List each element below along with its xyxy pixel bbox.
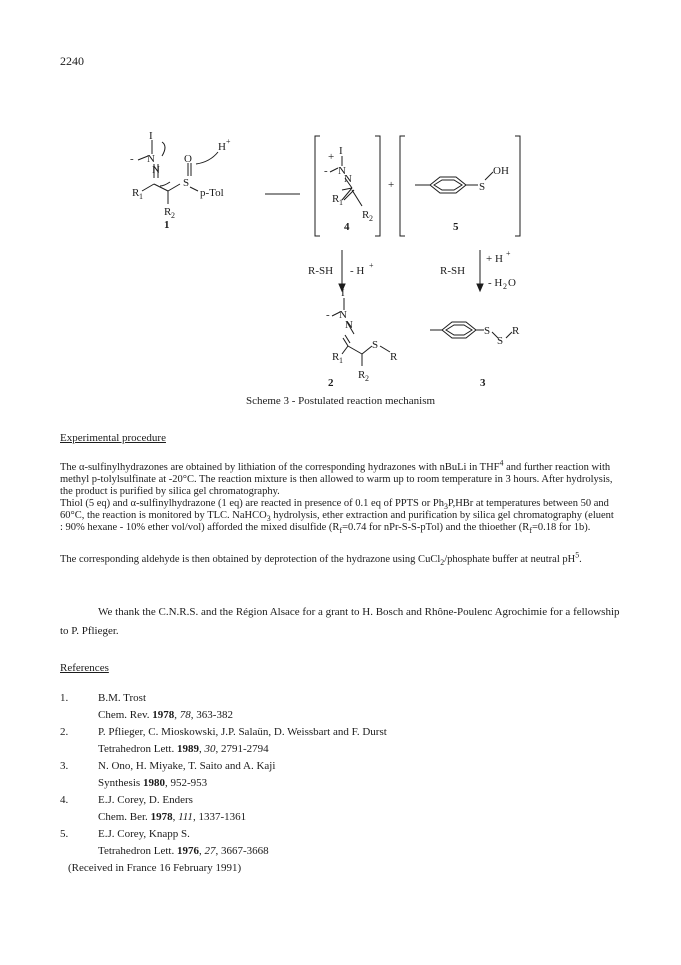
plus-sup: + xyxy=(226,137,231,146)
oxygen-label: O xyxy=(508,277,516,289)
reference-item: 3. N. Ono, H. Miyake, T. Saito and A. Kaji Synthesis 1980, 952-953 xyxy=(60,760,276,789)
compound-label: 3 xyxy=(480,377,486,389)
compound-label: 2 xyxy=(328,377,334,389)
methyl-label: I xyxy=(339,145,343,157)
r-label: R xyxy=(332,351,340,363)
reaction-scheme xyxy=(110,128,540,396)
acknowledgement: We thank the C.N.R.S. and the Région Alsace for a grant to H. Bosch and Rhône-Poulenc Agrochimie for a fellowship to P. Pflieger. xyxy=(60,606,620,637)
experimental-paragraph: The α-sulfinylhydrazones are obtained by lithiation of the corresponding hydrazones with nBuLi in THF$^4$ and further reaction with methyl p-tolylsulfinate at -20°C. The reaction mixture is then allowed to warm up to room temperature in 3 hours. After hydrolysis, the product is purified by silica gel chromatography. xyxy=(60,458,613,497)
r-label: R xyxy=(332,193,340,205)
proton-label: H xyxy=(218,141,226,153)
nitrogen-label: N xyxy=(339,309,347,321)
hydroxyl-label: OH xyxy=(493,165,509,177)
plus-sign: + xyxy=(388,179,395,191)
condition-label: - H xyxy=(350,265,365,277)
experimental-paragraph: Thiol (5 eq) and α-sulfinylhydrazone (1 eq) are reacted in presence of 0.1 eq of PPTS or $Ph_3P,HBr$ at temperatures between 50 and 60°C, the reaction is monitored by TLC. NaHCO$_3$ hydrolysis, ether extraction and purification by silica gel chromatography (eluent : 90% hexane - 10% ether vol/vol) afforded the mixed disulfide ($R_f=0.74$ for nPr-S-S-pTol) and the thioether ($R_f=0.18$ for 1b). xyxy=(60,498,614,536)
references-heading: References xyxy=(60,662,109,674)
dash-label: - xyxy=(326,309,330,321)
dash-label: - xyxy=(130,153,134,165)
plus-sign: + xyxy=(328,151,335,163)
reference-item: 2. P. Pflieger, C. Mioskowski, J.P. Salaün, D. Weissbart and F. Durst Tetrahedron Lett. 1989, 30, 2791-2794 xyxy=(60,726,387,755)
compound-label: 4 xyxy=(344,221,350,233)
r-label: R xyxy=(362,209,370,221)
r-label: R xyxy=(132,187,140,199)
reagent-label: R-SH xyxy=(440,265,466,277)
reagent-label: R-SH xyxy=(308,265,334,277)
received-date: (Received in France 16 February 1991) xyxy=(68,862,242,874)
r-label: R xyxy=(390,351,398,363)
nitrogen-label: N xyxy=(147,153,155,165)
compound-label: 5 xyxy=(453,221,459,233)
sulfur-label: S xyxy=(484,325,491,337)
sulfur-label: S xyxy=(497,335,504,347)
scheme-drawing xyxy=(110,128,540,396)
methyl-label: I xyxy=(149,130,153,142)
r-subscript: 1 xyxy=(339,356,343,365)
methyl-label: I xyxy=(341,287,345,299)
page-number: 2240 xyxy=(60,54,84,68)
r-label: R xyxy=(164,206,172,218)
subscript: 2 xyxy=(503,282,507,291)
r-label: R xyxy=(358,369,366,381)
p-tol-label: p-Tol xyxy=(200,187,224,199)
sulfur-label: S xyxy=(183,177,190,189)
condition-label: + H xyxy=(486,253,503,265)
plus-sup: + xyxy=(506,249,511,258)
r-subscript: 2 xyxy=(365,374,369,383)
r-subscript: 2 xyxy=(171,211,175,220)
r-subscript: 1 xyxy=(139,192,143,201)
sulfur-label: S xyxy=(479,181,486,193)
r-subscript: 2 xyxy=(369,214,373,223)
r-label: R xyxy=(512,325,520,337)
scheme-caption: Scheme 3 - Postulated reaction mechanism xyxy=(245,395,436,407)
nitrogen-label: N xyxy=(152,164,160,176)
condition-label: - H xyxy=(488,277,503,289)
oxygen-label: O xyxy=(184,153,192,165)
sulfur-label: S xyxy=(372,339,379,351)
experimental-heading: Experimental procedure xyxy=(60,432,166,444)
r-subscript: 1 xyxy=(339,198,343,207)
reference-item: 1. B.M. Trost Chem. Rev. 1978, 78, 363-382 xyxy=(60,692,233,721)
nitrogen-label: N xyxy=(338,165,346,177)
experimental-paragraph: The corresponding aldehyde is then obtained by deprotection of the hydrazone using CuCl$_2$/phosphate buffer at neutral $pH^5$. xyxy=(60,550,582,568)
reference-item: 5. E.J. Corey, Knapp S. Tetrahedron Lett. 1976, 27, 3667-3668 xyxy=(60,828,269,857)
plus-sup: + xyxy=(369,261,374,270)
reference-item: 4. E.J. Corey, D. Enders Chem. Ber. 1978, 111, 1337-1361 xyxy=(60,794,247,823)
compound-label: 1 xyxy=(164,219,170,231)
nitrogen-label: N xyxy=(344,173,352,185)
dash-label: - xyxy=(324,165,328,177)
nitrogen-label: N xyxy=(345,319,353,331)
